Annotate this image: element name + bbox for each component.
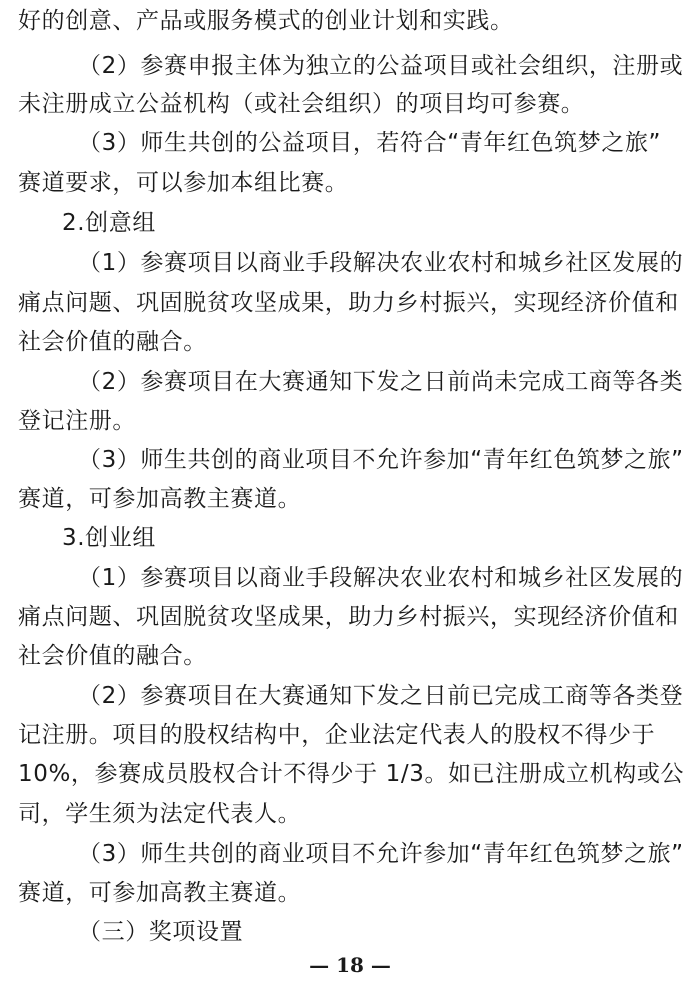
text-line: 社会价值的融合。 — [18, 643, 207, 669]
text-line: （1）参赛项目以商业手段解决农业农村和城乡社区发展的 — [78, 565, 684, 591]
text-line: （3）师生共创的公益项目，若符合“青年红色筑梦之旅” — [78, 130, 662, 156]
text-line: 赛道要求，可以参加本组比赛。 — [18, 170, 349, 196]
text-line: 痛点问题、巩固脱贫攻坚成果，助力乡村振兴，实现经济价值和 — [18, 290, 679, 316]
text-line: 10%，参赛成员股权合计不得少于 1/3。如已注册成立机构或公 — [18, 761, 685, 787]
text-line: 登记注册。 — [18, 408, 136, 434]
page-number: — 18 — — [309, 953, 391, 977]
section-heading: （三）奖项设置 — [78, 919, 244, 945]
text-line: （3）师生共创的商业项目不允许参加“青年红色筑梦之旅” — [78, 447, 684, 473]
text-line: （1）参赛项目以商业手段解决农业农村和城乡社区发展的 — [78, 250, 684, 276]
text-line: （2）参赛项目在大赛通知下发之日前已完成工商等各类登 — [78, 683, 684, 709]
text-line: （3）师生共创的商业项目不允许参加“青年红色筑梦之旅” — [78, 841, 684, 867]
text-line: 赛道，可参加高教主赛道。 — [18, 486, 302, 512]
text-line: 痛点问题、巩固脱贫攻坚成果，助力乡村振兴，实现经济价值和 — [18, 604, 679, 630]
text-line: 好的创意、产品或服务模式的创业计划和实践。 — [18, 8, 514, 34]
text-line: 社会价值的融合。 — [18, 329, 207, 355]
text-line: 司，学生须为法定代表人。 — [18, 801, 302, 827]
text-line: （2）参赛申报主体为独立的公益项目或社会组织，注册或 — [78, 53, 684, 79]
section-heading: 3.创业组 — [62, 525, 156, 551]
text-line: 记注册。项目的股权结构中，企业法定代表人的股权不得少于 — [18, 722, 656, 748]
text-line: 未注册成立公益机构（或社会组织）的项目均可参赛。 — [18, 91, 585, 117]
section-heading: 2.创意组 — [62, 210, 156, 236]
text-line: （2）参赛项目在大赛通知下发之日前尚未完成工商等各类 — [78, 369, 684, 395]
text-line: 赛道，可参加高教主赛道。 — [18, 880, 302, 906]
